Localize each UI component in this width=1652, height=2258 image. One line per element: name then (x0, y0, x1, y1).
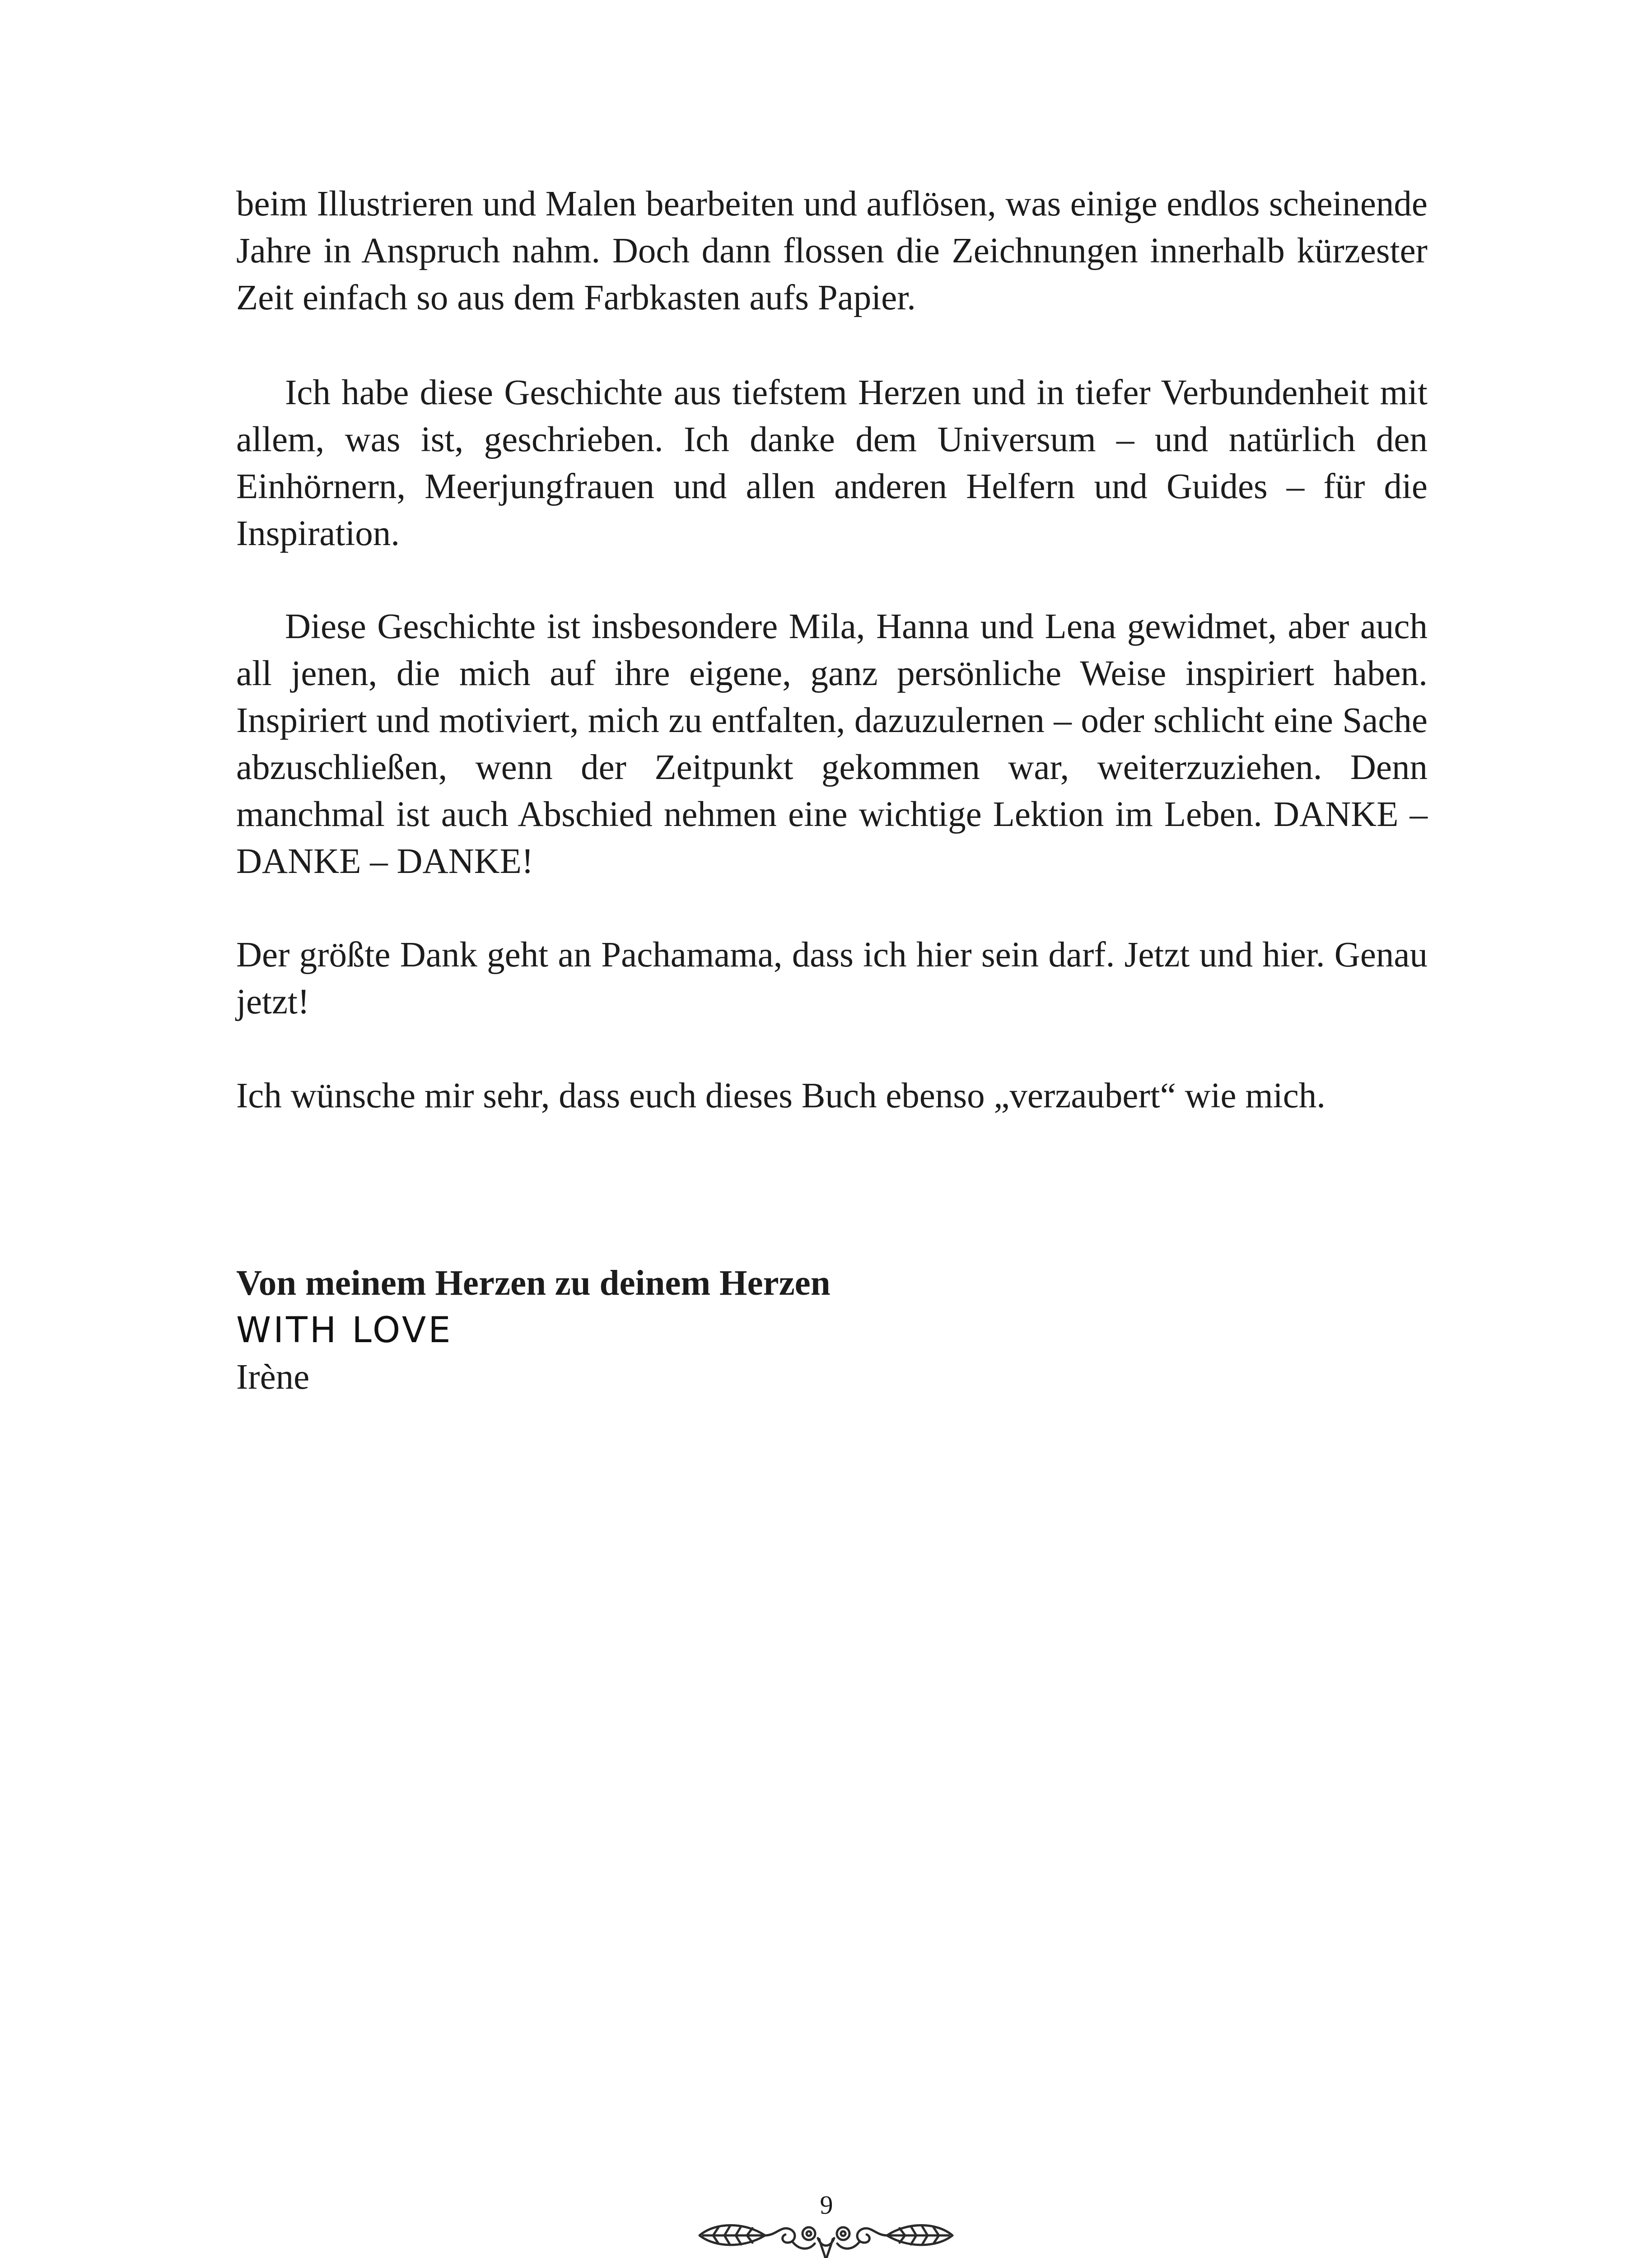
page-number: 9 (820, 2190, 833, 2220)
closing-dedication: Von meinem Herzen zu deinem Herzen (236, 1264, 831, 1303)
author-name: Irène (236, 1358, 310, 1397)
page-footer (0, 2189, 1652, 2258)
paragraph-1: beim Illustrieren und Malen bearbeiten und auflösen, was einige endlos scheinende Jahre in Anspruch nahm. Doch dann flossen die Zeichnungen innerhalb kürzester Zeit einfach so aus dem Farbkasten aufs Papier. (236, 184, 1428, 317)
closing-with-love: WITH LOVE (236, 1310, 453, 1351)
leaf-swirl-ornament-icon (691, 2207, 961, 2258)
paragraph-2: Ich habe diese Geschichte aus tiefstem Herzen und in tiefer Verbundenheit mit allem, was ist, geschrieben. Ich danke dem Universum – und natürlich den Einhörnern, Meerjungfrauen und allen anderen Helfern und Guides – für die Inspiration. (236, 373, 1428, 553)
paragraph-4: Der größte Dank geht an Pachamama, dass ich hier sein darf. Jetzt und hier. Genau jetzt! (236, 935, 1428, 1022)
paragraph-3: Diese Geschichte ist insbesondere Mila, Hanna und Lena gewidmet, aber auch all jenen, die mich auf ihre eigene, ganz persönliche Weise inspiriert haben. Inspiriert und motiviert, mich zu entfalten, dazuzulernen – oder schlicht eine Sache abzuschließen, wenn der Zeitpunkt gekommen war, weiterzuziehen. Denn manchmal ist auch Abschied nehmen eine wichtige Lektion im Leben. DANKE – DANKE – DANKE! (236, 607, 1428, 881)
closing-signature (236, 1260, 1428, 1401)
paragraph-5: Ich wünsche mir sehr, dass euch dieses Buch ebenso „verzaubert“ wie mich. (236, 1076, 1326, 1115)
